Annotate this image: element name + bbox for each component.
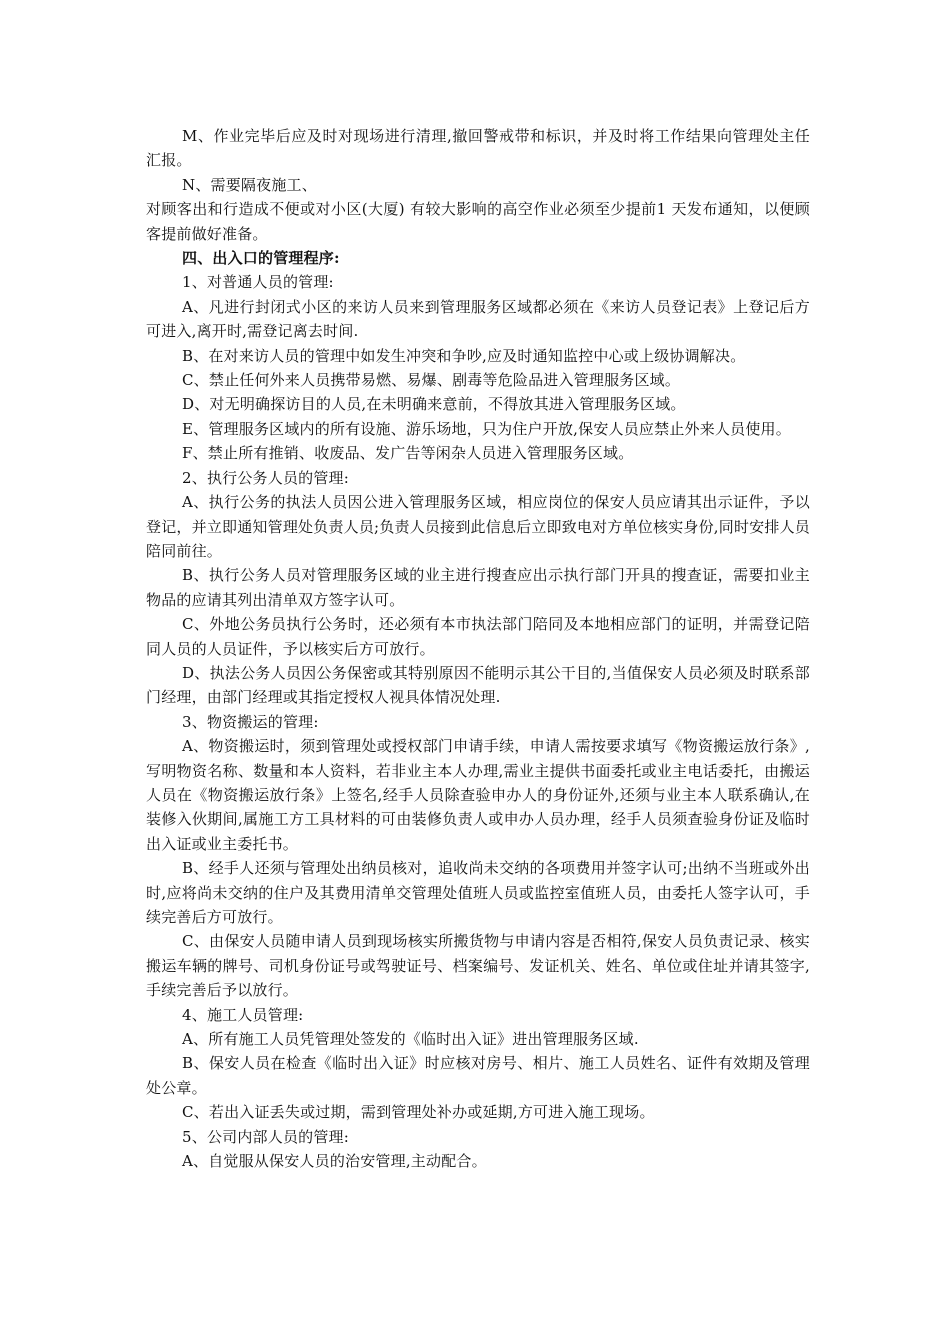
paragraph: A、执行公务的执法人员因公进入管理服务区域，相应岗位的保安人员应请其出示证件，予以登记，并立即通知管理处负责人员;负责人员接到此信息后立即致电对方单位核实身份,同时安排人员陪同前往。 bbox=[146, 493, 810, 560]
paragraph: A、凡进行封闭式小区的来访人员来到管理服务区域都必须在《来访人员登记表》上登记后方可进入,离开时,需登记离去时间. bbox=[146, 297, 810, 341]
paragraph: B、在对来访人员的管理中如发生冲突和争吵,应及时通知监控中心或上级协调解决。 bbox=[182, 346, 746, 365]
paragraph: C、禁止任何外来人员携带易燃、易爆、剧毒等危险品进入管理服务区域。 bbox=[182, 371, 681, 390]
paragraph: B、经手人还须与管理处出纳员核对，追收尚未交纳的各项费用并签字认可;出纳不当班或外出时,应将尚未交纳的住户及其费用清单交管理处值班人员或监控室值班人员，由委托人签字认可，手续完善后方可放行。 bbox=[146, 859, 810, 926]
paragraph: C、由保安人员随申请人员到现场核实所搬货物与申请内容是否相符,保安人员负责记录、核实搬运车辆的牌号、司机身份证号或驾驶证号、档案编号、发证机关、姓名、单位或住址并请其签字,手续完善后予以放行。 bbox=[146, 932, 810, 1000]
paragraph: F、禁止所有推销、收废品、发广告等闲杂人员进入管理服务区域。 bbox=[182, 444, 634, 463]
document-body bbox=[146, 124, 810, 1173]
paragraph: A、物资搬运时，须到管理处或授权部门申请手续，申请人需按要求填写《物资搬运放行条》,写明物资名称、数量和本人资料，若非业主本人办理,需业主提供书面委托或业主电话委托，由搬运人员在《物资搬运放行条》上签名,经手人员除查验申办人的身份证外,还须与业主本人联系确认,在装修入伙期间,属施工方工具材料的可由装修负责人或申办人员办理，经手人员须查验身份证及临时出入证或业主委托书。 bbox=[146, 737, 810, 853]
subsection-heading: 1、对普通人员的管理: bbox=[182, 273, 334, 292]
paragraph: D、执法公务人员因公务保密或其特别原因不能明示其公干目的,当值保安人员必须及时联系部门经理，由部门经理或其指定授权人视具体情况处理. bbox=[146, 663, 810, 707]
section-heading: 四、出入口的管理程序: bbox=[182, 249, 340, 268]
paragraph: A、自觉服从保安人员的治安管理,主动配合。 bbox=[182, 1152, 487, 1171]
subsection-heading: 5、公司内部人员的管理: bbox=[182, 1127, 349, 1146]
subsection-heading: 4、施工人员管理: bbox=[182, 1005, 304, 1024]
paragraph: M、作业完毕后应及时对现场进行清理,撤回警戒带和标识，并及时将工作结果向管理处主任汇报。 bbox=[146, 127, 810, 170]
paragraph: B、保安人员在检查《临时出入证》时应核对房号、相片、施工人员姓名、证件有效期及管理处公章。 bbox=[146, 1054, 810, 1097]
paragraph: N、需要隔夜施工、 bbox=[182, 175, 317, 194]
paragraph: C、若出入证丢失或过期，需到管理处补办或延期,方可进入施工现场。 bbox=[182, 1103, 655, 1122]
paragraph: 对顾客出和行造成不便或对小区(大厦) 有较大影响的高空作业必须至少提前1 天发布通知，以便顾客提前做好准备。 bbox=[146, 200, 810, 243]
paragraph: D、对无明确探访目的人员,在未明确来意前，不得放其进入管理服务区域。 bbox=[182, 395, 686, 414]
subsection-heading: 2、执行公务人员的管理: bbox=[182, 468, 349, 487]
paragraph: E、管理服务区域内的所有设施、游乐场地，只为住户开放,保安人员应禁止外来人员使用。 bbox=[182, 419, 791, 438]
paragraph: B、执行公务人员对管理服务区域的业主进行搜查应出示执行部门开具的搜查证，需要扣业主物品的应请其列出清单双方签字认可。 bbox=[146, 566, 810, 609]
paragraph: A、所有施工人员凭管理处签发的《临时出入证》进出管理服务区域. bbox=[182, 1030, 639, 1049]
paragraph: C、外地公务员执行公务时，还必须有本市执法部门陪同及本地相应部门的证明，并需登记陪同人员的人员证件，予以核实后方可放行。 bbox=[146, 615, 810, 658]
subsection-heading: 3、物资搬运的管理: bbox=[182, 712, 319, 731]
